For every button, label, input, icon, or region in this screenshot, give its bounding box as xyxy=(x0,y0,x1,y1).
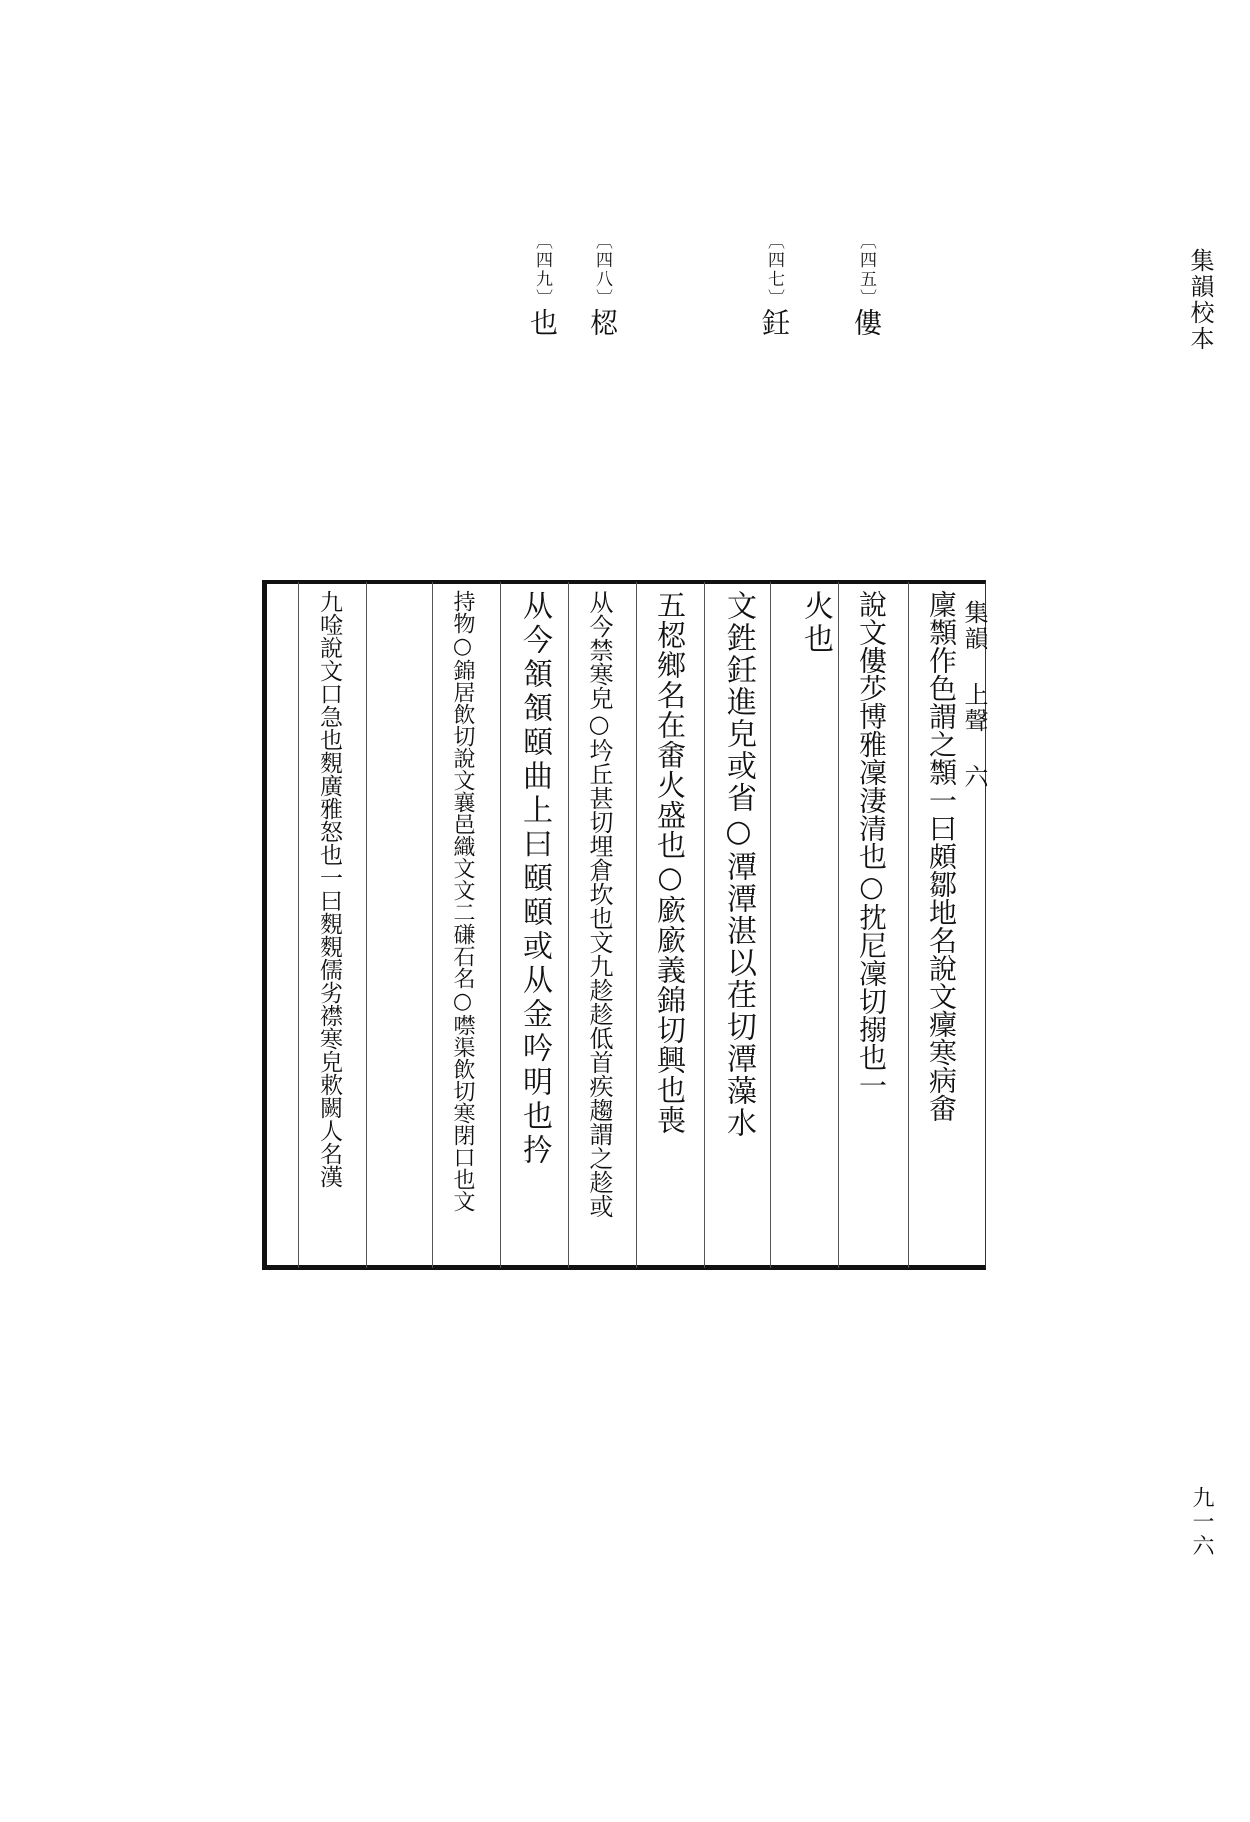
column-text: 持物○錦居飲切說文襄邑織文文二磏石名○噤渠飲切寒閉口也文 xyxy=(450,590,475,1212)
running-title: 集韻校本 xyxy=(1186,248,1214,352)
column-rule xyxy=(908,582,909,1268)
text-column xyxy=(840,590,906,1260)
column-text: 說文僂䒚博雅凜淒清也○抌尼凜切搦也一 xyxy=(855,590,888,1099)
column-text: 从今禁寒皃○坅丘甚切埋倉坎也文九趁趁低首疾趨謂之趁或 xyxy=(585,590,613,1218)
note-tag: 〔四七〕 xyxy=(764,232,784,308)
text-column xyxy=(300,590,366,1260)
note-tag: 〔四五〕 xyxy=(856,232,876,308)
margin-note xyxy=(526,232,559,338)
margin-note xyxy=(758,232,791,338)
column-rule xyxy=(298,582,299,1268)
column-text: 文鉎鈓進皃或省○潭潭湛以荏切潭藻水 xyxy=(721,590,756,1139)
margin-note xyxy=(586,232,619,338)
text-column xyxy=(638,590,704,1260)
margin-note xyxy=(850,232,883,338)
text-column xyxy=(570,590,636,1260)
text-column xyxy=(910,590,976,1260)
column-text: 火也 xyxy=(798,590,833,656)
column-rule xyxy=(432,582,433,1268)
column-rule xyxy=(500,582,501,1268)
text-column xyxy=(502,590,568,1260)
note-tag: 〔四八〕 xyxy=(592,232,612,308)
note-char: 也 xyxy=(526,308,559,338)
note-char: 僂 xyxy=(850,308,883,338)
text-column xyxy=(796,590,836,1260)
column-rule xyxy=(838,582,839,1268)
column-rule xyxy=(636,582,637,1268)
column-rule xyxy=(366,582,367,1268)
column-text: 五梕鄉名在畬火盛也○廞廞義錦切興也喪 xyxy=(653,590,687,1135)
text-column xyxy=(434,590,500,1260)
column-rule xyxy=(568,582,569,1268)
page-number: 九一六 xyxy=(1189,1486,1214,1558)
column-text xyxy=(640,590,641,594)
note-char: 梕 xyxy=(586,308,619,338)
column-text: 从今頷頷頤曲上曰頤頤或从金吟明也扲 xyxy=(517,590,552,1168)
column-text xyxy=(710,590,711,598)
column-text: 九唫說文口急也麲廣雅怒也一曰麲麲儒劣襟寒皃欶闕人名漢 xyxy=(316,590,342,1188)
column-text xyxy=(570,590,571,598)
column-text: 廩䫴作色謂之䫴一曰頗鄒地名說文癛寒病畬 xyxy=(925,590,958,1122)
text-column xyxy=(706,590,772,1260)
margin-label-text: 集韻 上聲 六 xyxy=(960,600,988,790)
note-tag: 〔四九〕 xyxy=(532,232,552,308)
column-rule xyxy=(704,582,705,1268)
note-char: 鈓 xyxy=(758,308,791,338)
